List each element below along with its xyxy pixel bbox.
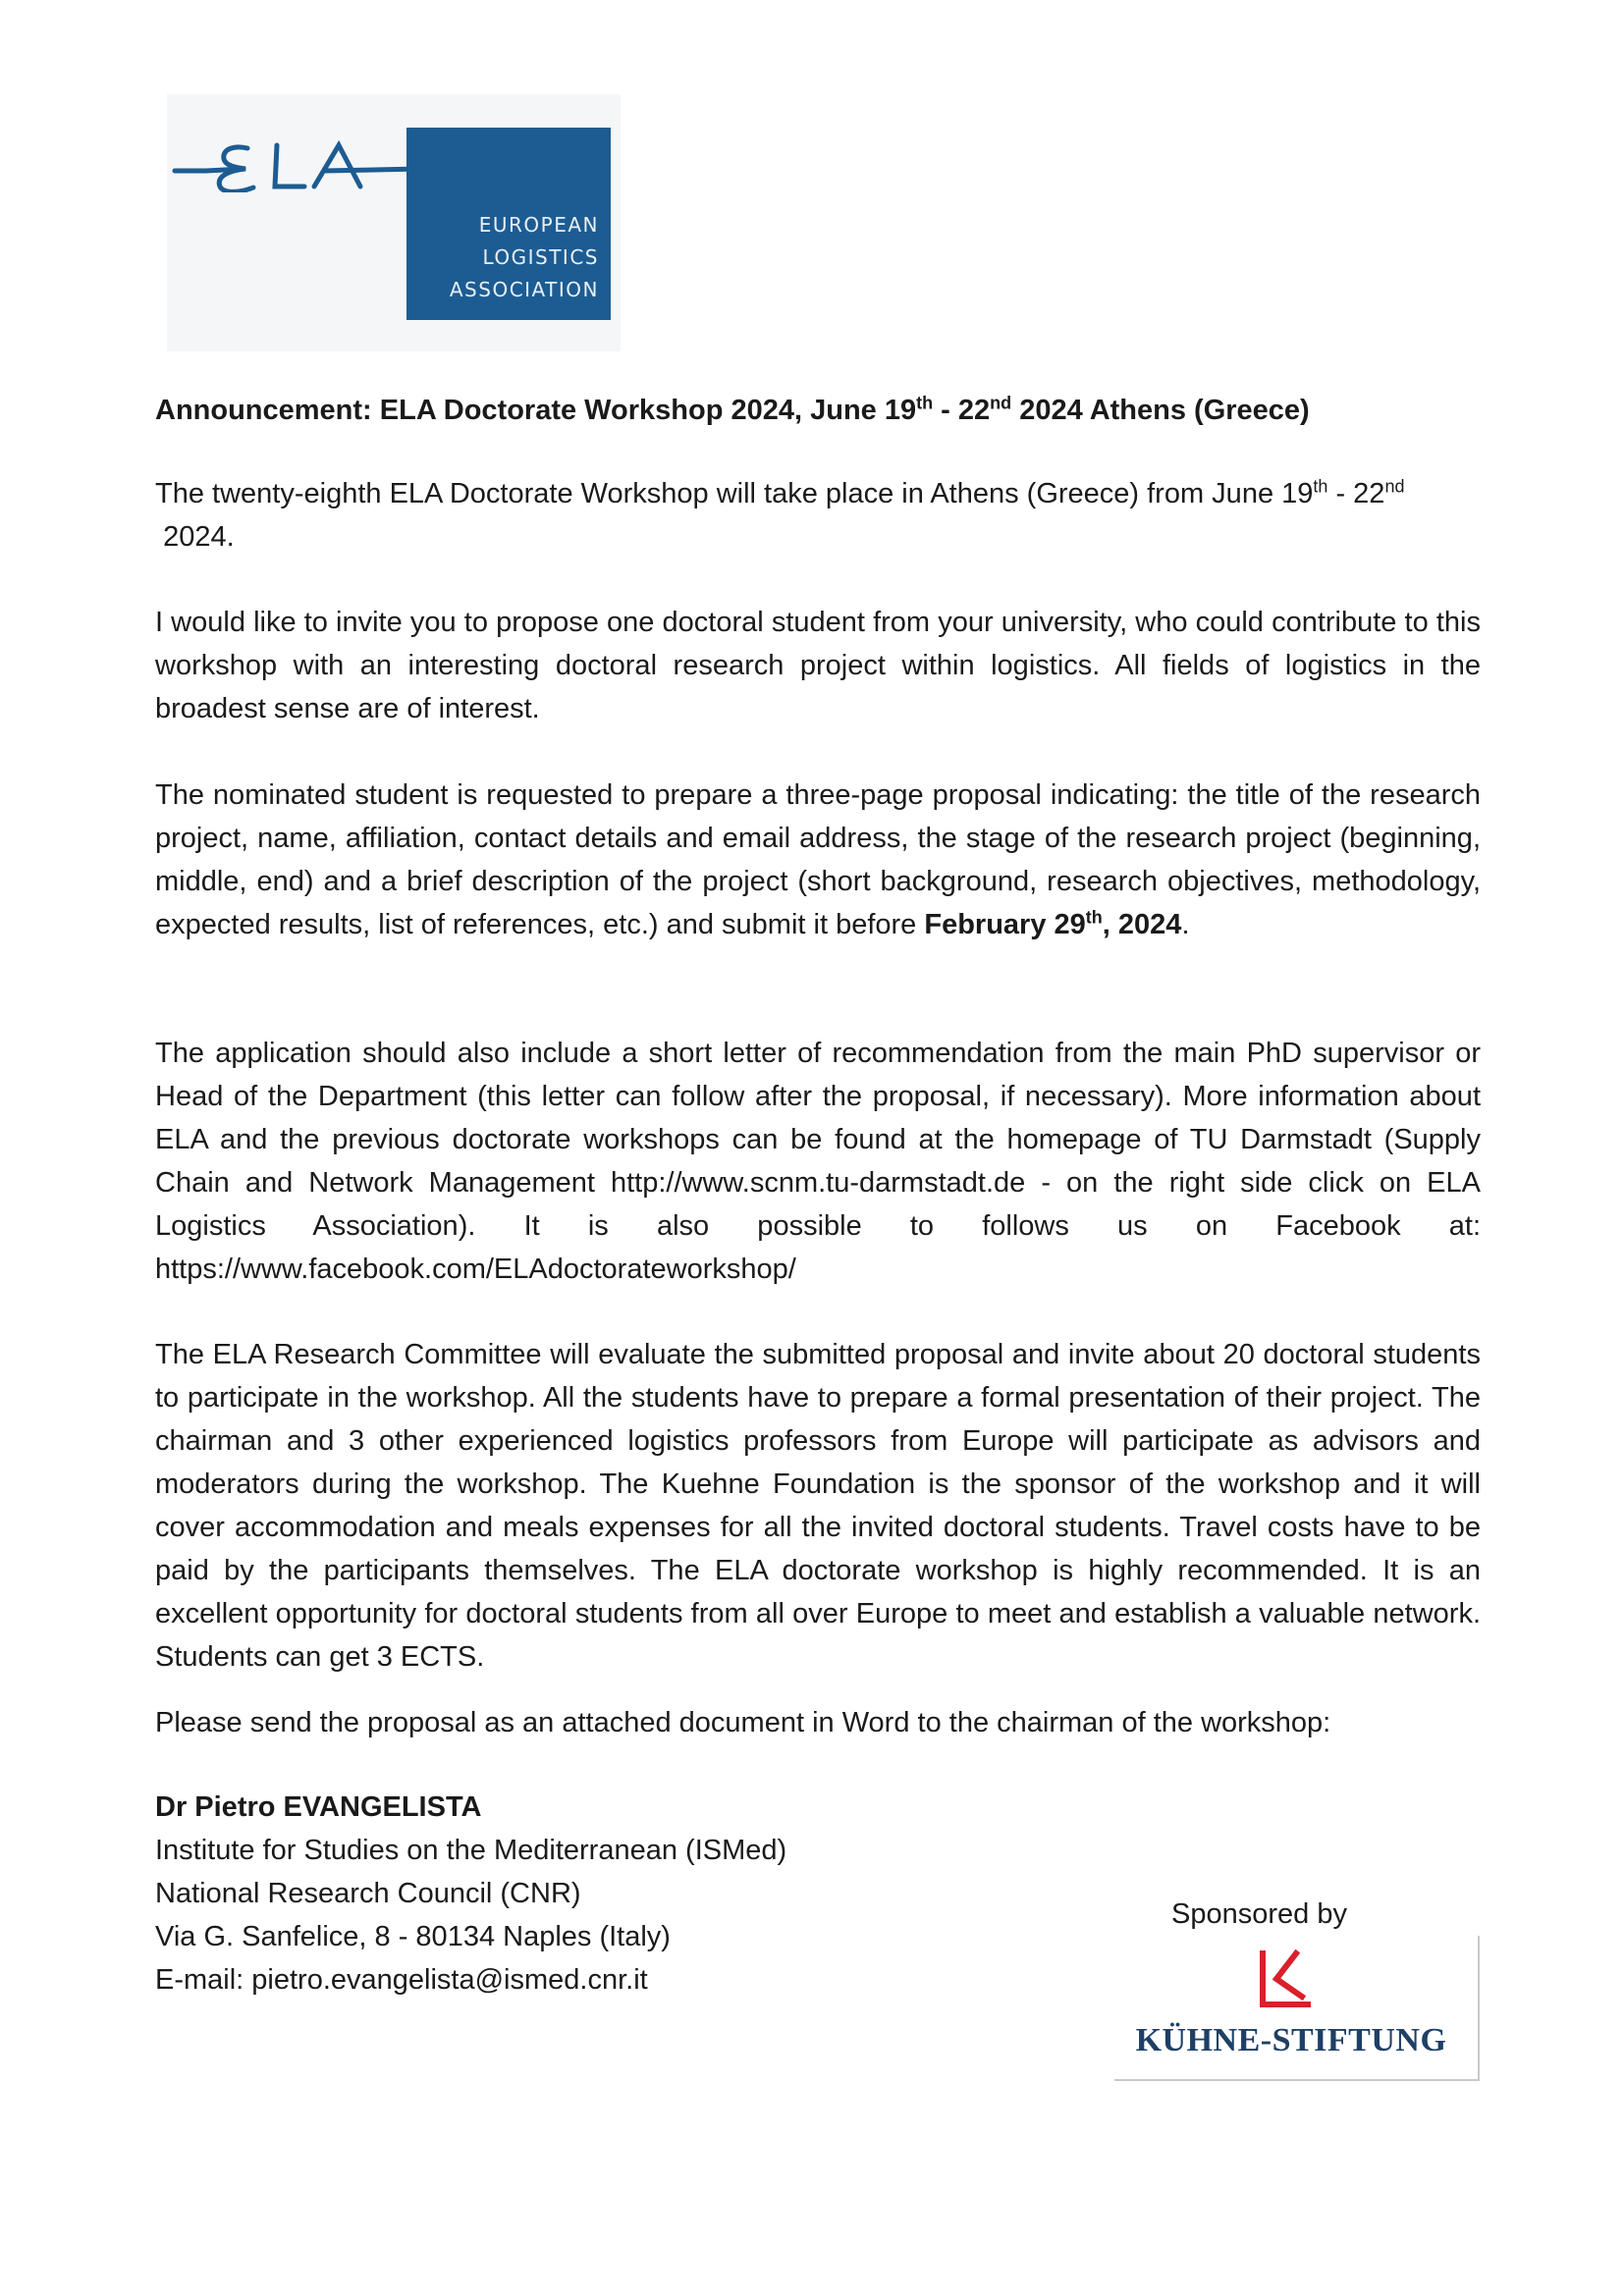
ela-logo-line-association: ASSOCIATION [449, 278, 599, 301]
contact-name: Dr Pietro EVANGELISTA [155, 1791, 482, 1823]
intro-paragraph: The twenty-eighth ELA Doctorate Workshop will take place in Athens (Greece) from June 19th - 22nd 2024. [155, 476, 1405, 553]
ela-logo-mark [167, 94, 424, 192]
announcement-title: Announcement: ELA Doctorate Workshop 2024, June 19th - 22nd 2024 Athens (Greece) [155, 393, 1310, 426]
ela-logo-box [406, 128, 611, 320]
ela-logo-line-european: EUROPEAN [478, 213, 599, 237]
contact-email[interactable]: E-mail: pietro.evangelista@ismed.cnr.it [155, 1964, 648, 1996]
sponsored-by-label: Sponsored by [1171, 1898, 1347, 1930]
application-paragraph: The application should also include a short letter of recommendation from the main PhD supervisor or Head of the Department (this letter can follow after the proposal, if necessary). More information about ELA and the previous doctorate workshops can be found at the homepage of TU Darmstadt (Supply Chain and Network Management http://www.scnm.tu-darmstadt.de - on the right side click on ELA Logistics Association). It is also possible to follows us on Facebook at: https://www.facebook.com/ELAdoctorateworkshop/ [155, 1038, 1481, 1285]
proposal-paragraph: The nominated student is requested to prepare a three-page proposal indicating: the title of the research project, name, affiliation, contact details and email address, the stage of the research project (beginning, middle, end) and a brief description of the project (short background, research objectives, methodology, expected results, list of references, etc.) and submit it before February 29th, 2024. [155, 779, 1481, 940]
contact-address: Via G. Sanfelice, 8 - 80134 Naples (Italy) [155, 1921, 671, 1952]
invitation-paragraph: I would like to invite you to propose one doctoral student from your university, who could contribute to this workshop with an interesting doctoral research project within logistics. All fields of logistics in the broadest sense are of interest. [155, 607, 1481, 724]
ela-logo-line-logistics: LOGISTICS [482, 245, 599, 269]
send-instructions: Please send the proposal as an attached document in Word to the chairman of the workshop: [155, 1707, 1331, 1738]
contact-institute: Institute for Studies on the Mediterranean (ISMed) [155, 1835, 787, 1866]
ela-logo [167, 94, 621, 351]
kuehne-stiftung-wordmark: KÜHNE-STIFTUNG [1135, 2022, 1447, 2058]
kuehne-stiftung-mark-icon [1253, 1948, 1318, 2012]
committee-paragraph: The ELA Research Committee will evaluate the submitted proposal and invite about 20 doctoral students to participate in the workshop. All the students have to prepare a formal presentation of their project. The chairman and 3 other experienced logistics professors from Europe will participate as advisors and moderators during the workshop. The Kuehne Foundation is the sponsor of the workshop and it will cover accommodation and meals expenses for all the invited doctoral students. Travel costs have to be paid by the participants themselves. The ELA doctorate workshop is highly recommended. It is an excellent opportunity for doctoral students from all over Europe to meet and establish a valuable network. Students can get 3 ECTS. [155, 1339, 1481, 1673]
contact-council: National Research Council (CNR) [155, 1878, 581, 1909]
kuehne-stiftung-logo [1114, 1936, 1480, 2081]
